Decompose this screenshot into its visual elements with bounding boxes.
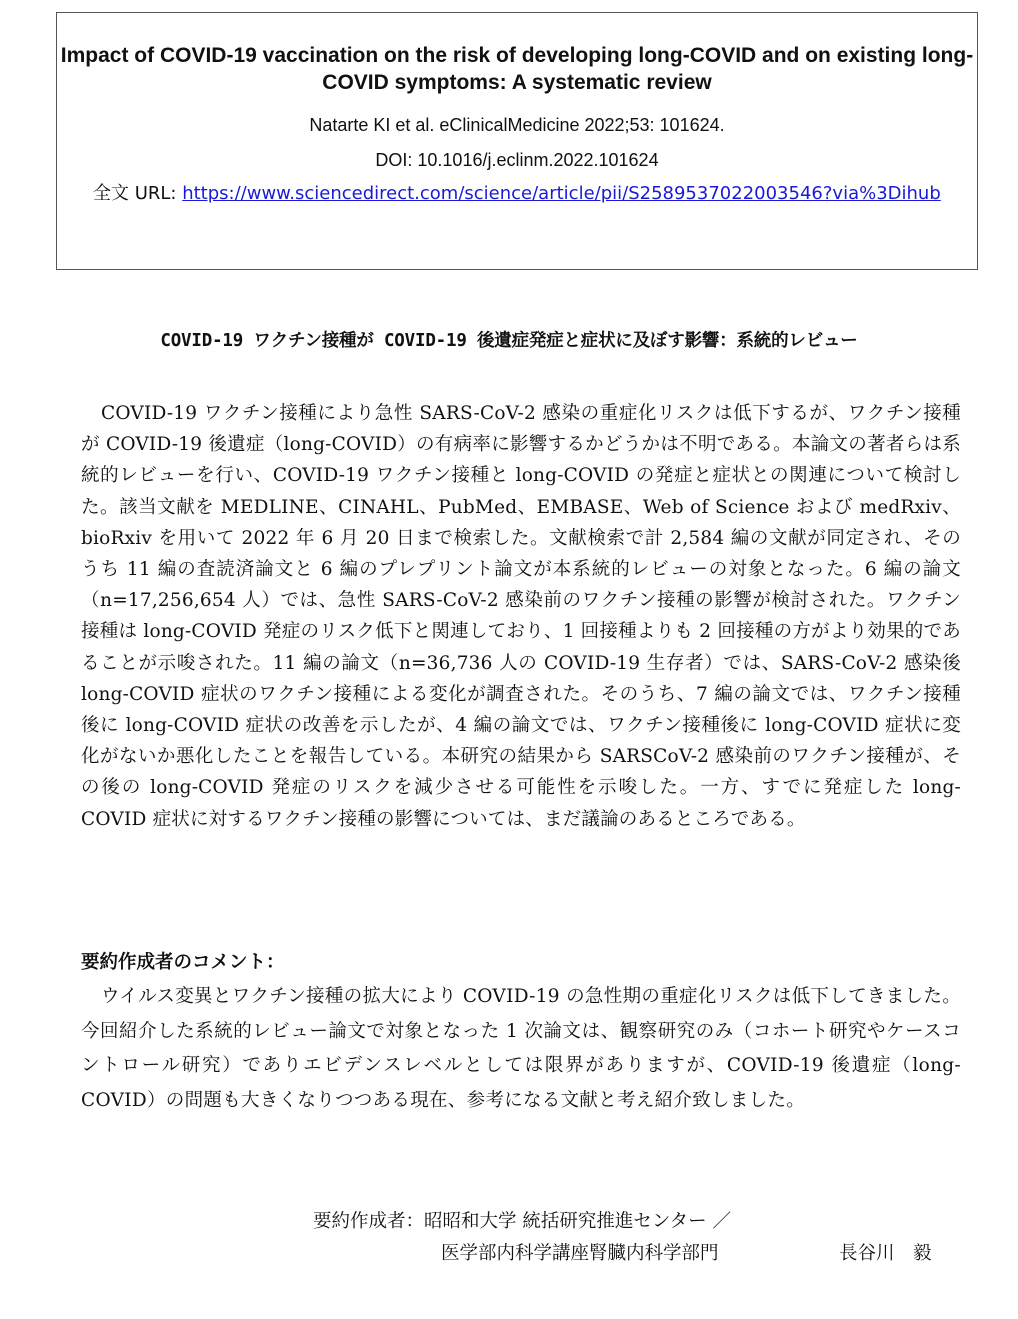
author-name: 長谷川 毅 (839, 1243, 932, 1264)
comment-heading: 要約作成者のコメント： (81, 952, 285, 973)
citation-box (56, 12, 978, 270)
doi-text: DOI: 10.1016/j.eclinm.2022.101624 (375, 150, 659, 170)
japanese-title: COVID-19 ワクチン接種が COVID-19 後遺症発症と症状に及ぼす影響：系統的レビュー (160, 331, 858, 351)
citation-text: Natarte KI et al. eClinicalMedicine 2022;53: 101624. (309, 115, 725, 135)
article-title: Impact of COVID-19 vaccination on the risk of developing long-COVID and on existing long-COVID symptoms: A systematic review (60, 44, 974, 94)
fulltext-link[interactable]: https://www.sciencedirect.com/science/article/pii/S2589537022003546?via%3Dihub (182, 183, 941, 204)
author-affiliation-line1: 要約作成者：昭昭和大学 統括研究推進センター ／ (313, 1211, 732, 1232)
fulltext-line (57, 183, 977, 205)
abstract-paragraph: COVID-19 ワクチン接種により急性 SARS-CoV-2 感染の重症化リスクは低下するが、ワクチン接種が COVID-19 後遺症（long-COVID）の有病率に影響するかどうかは不明である。本論文の著者らは系統的レビューを行い、COVID-19 ワクチン接種と long-COVID の発症と症状との関連について検討した。該当文献を MEDLINE、CINAHL、PubMed、EMBASE、Web of Science および medRxiv、bioRxiv を用いて 2022 年 6 月 20 日まで検索した。文献検索で計 2,584 編の文献が同定され、そのうち 11 編の査読済論文と 6 編のプレプリント論文が本系統的レビューの対象となった。6 編の論文（n=17,256,654 人）では、急性 SARS-CoV-2 感染前のワクチン接種の影響が検討された。ワクチン接種は long-COVID 発症のリスク低下と関連しており、1 回接種よりも 2 回接種の方がより効果的であることが示唆された。11 編の論文（n=36,736 人の COVID-19 生存者）では、SARS-CoV-2 感染後 long-COVID 症状のワクチン接種による変化が調査された。そのうち、7 編の論文では、ワクチン接種後に long-COVID 症状の改善を示したが、4 編の論文では、ワクチン接種後に long-COVID 症状に変化がないか悪化したことを報告している。本研究の結果から SARSCoV-2 感染前のワクチン接種が、その後の long-COVID 発症のリスクを減少させる可能性を示唆した。一方、すでに発症した long-COVID 症状に対するワクチン接種の影響については、まだ議論のあるところである。 (81, 403, 961, 830)
fulltext-label: 全文 URL: (93, 183, 183, 204)
comment-paragraph: ウイルス変異とワクチン接種の拡大により COVID-19 の急性期の重症化リスクは低下してきました。今回紹介した系統的レビュー論文で対象となった 1 次論文は、観察研究のみ（コホート研究やケースコントロール研究）でありエビデンスレベルとしては限界がありますが、COVID-19 後遺症（long-COVID）の問題も大きくなりつつある現在、参考になる文献と考え紹介致しました。 (81, 986, 961, 1111)
author-affiliation-line2: 医学部内科学講座腎臓内科学部門 (441, 1243, 719, 1264)
